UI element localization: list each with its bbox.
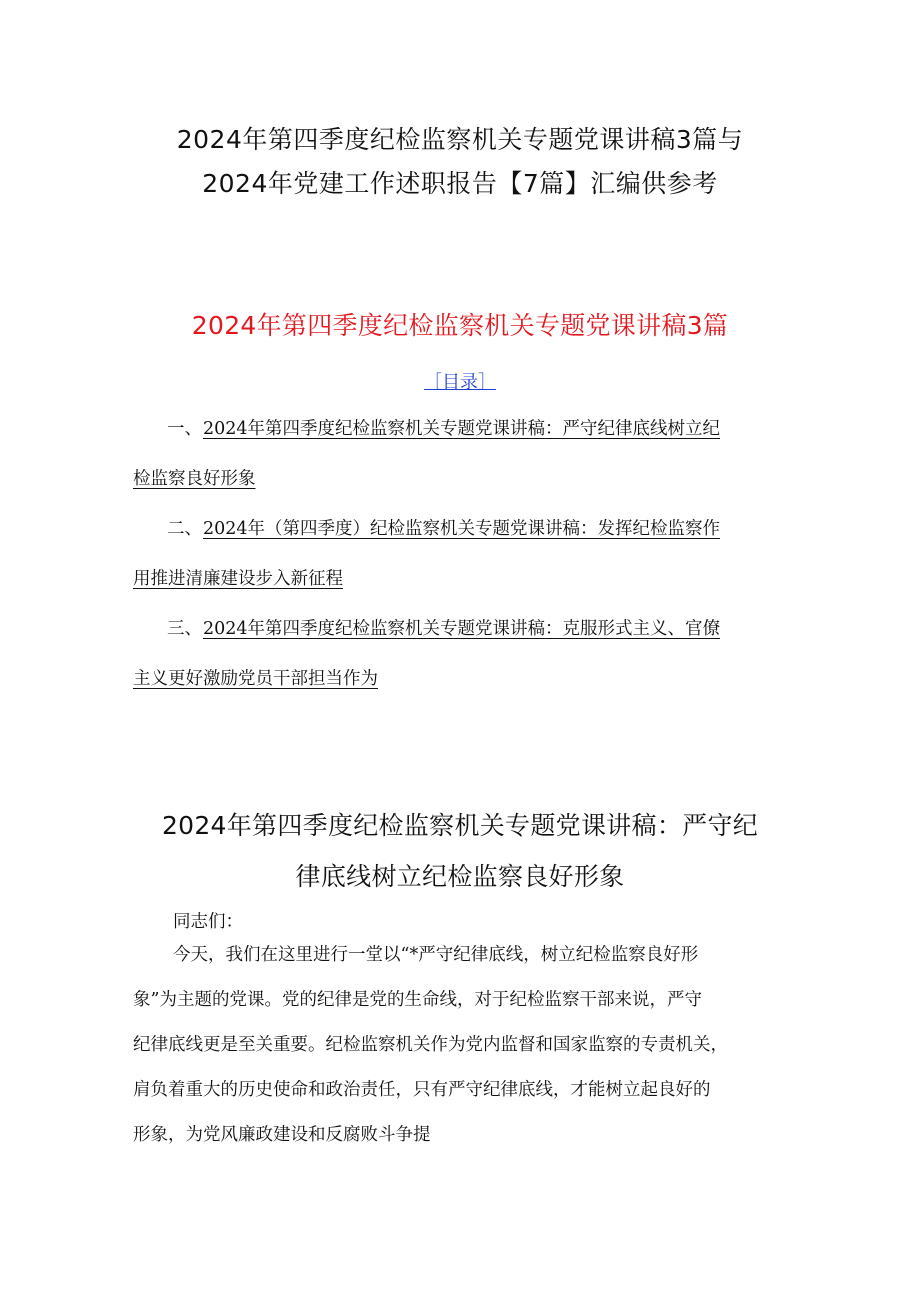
toc-label[interactable] [60,368,860,394]
document-title-line-1: 2024年第四季度纪检监察机关专题党课讲稿3篇与 [176,125,744,154]
paragraph-line-3: 纪律底线更是至关重要。纪检监察机关作为党内监督和国家监察的专责机关， [133,1035,728,1055]
toc-item-link-line-1[interactable]: 2024年第四季度纪检监察机关专题党课讲稿：克服形式主义、官僚 [203,619,721,639]
toc-item-number: 三、 [167,619,202,639]
toc-item-1[interactable] [133,404,793,504]
article-title [60,800,860,902]
toc-label-link[interactable]: ［目录］ [424,372,496,393]
document-title-line-2: 2024年党建工作述职报告【7篇】汇编供参考 [202,169,718,198]
toc-item-link-line-1[interactable]: 2024年第四季度纪检监察机关专题党课讲稿：严守纪律底线树立纪 [203,419,721,439]
greeting: 同志们： [173,912,243,932]
toc-item-link-line-2[interactable]: 主义更好激励党员干部担当作为 [133,669,378,689]
paragraph-line-2: 象”为主题的党课。党的纪律是党的生命线，对于纪检监察干部来说，严守 [133,990,702,1010]
paragraph-line-1: 今天，我们在这里进行一堂以“*严守纪律底线，树立纪检监察良好形 [173,945,699,965]
toc-item-link-line-1[interactable]: 2024年（第四季度）纪检监察机关专题党课讲稿：发挥纪检监察作 [203,519,721,539]
toc-item-2[interactable] [133,504,793,604]
toc-item-3[interactable] [133,604,793,704]
toc-item-link-line-2[interactable]: 用推进清廉建设步入新征程 [133,569,343,589]
body-paragraph [133,933,798,1158]
toc-item-number: 二、 [167,519,202,539]
section-heading: 2024年第四季度纪检监察机关专题党课讲稿3篇 [191,311,729,340]
document-title [60,118,860,206]
paragraph-line-5: 形象，为党风廉政建设和反腐败斗争提 [133,1125,431,1145]
toc-item-number: 一、 [167,419,202,439]
paragraph-line-4: 肩负着重大的历史使命和政治责任，只有严守纪律底线，才能树立起良好的 [133,1080,711,1100]
article-title-line-2: 律底线树立纪检监察良好形象 [295,862,625,891]
article-title-line-1: 2024年第四季度纪检监察机关专题党课讲稿：严守纪 [161,811,759,840]
toc-item-link-line-2[interactable]: 检监察良好形象 [133,469,256,489]
